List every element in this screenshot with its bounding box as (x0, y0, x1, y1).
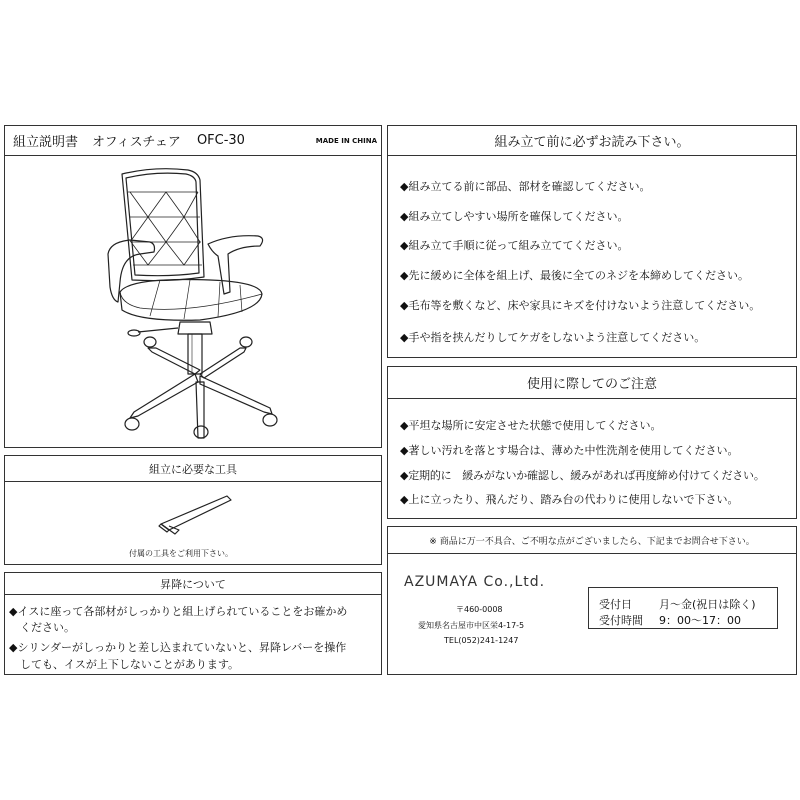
product-header (5, 126, 381, 156)
read-first-heading (388, 126, 796, 156)
model-number: OFC-30 (196, 133, 245, 148)
reception-hours-label: 受付時間 (599, 614, 643, 627)
contact-panel (387, 526, 797, 675)
lift-line: ◆シリンダーがしっかりと差し込まれていないと、昇降レバーを操作 (9, 641, 347, 654)
reception-hours-box (588, 587, 778, 629)
read-first-item: ◆組み立て手順に従って組み立ててください。 (400, 239, 629, 252)
tools-panel (4, 455, 382, 565)
usage-item: ◆定期的に 緩みがないか確認し、緩みがあれば再度締め付けてください。 (400, 469, 765, 482)
usage-panel (387, 366, 797, 519)
lift-line: ◆イスに座って各部材がしっかりと組上げられていることをお確かめ (9, 605, 348, 618)
read-first-item: ◆毛布等を敷くなど、床や家具にキズを付けないよう注意してください。 (400, 299, 761, 312)
lift-line: ください。 (9, 621, 75, 634)
postal-code: 〒460-0008 (456, 605, 503, 614)
lift-heading (5, 573, 381, 595)
usage-item: ◆上に立ったり、飛んだり、踏み台の代わりに使用しないで下さい。 (400, 493, 739, 506)
usage-item: ◆平坦な場所に安定させた状態で使用してください。 (400, 419, 662, 432)
origin-label: MADE IN CHINA (315, 136, 377, 145)
read-first-item: ◆先に緩めに全体を組上げ、最後に全てのネジを本締めしてください。 (400, 269, 750, 282)
reception-days-label: 受付日 (599, 598, 632, 611)
read-first-item: ◆組み立てしやすい場所を確保してください。 (400, 210, 629, 223)
reception-days-value: 月〜金(祝日は除く) (659, 598, 756, 611)
phone-number: TEL(052)241-1247 (444, 636, 519, 645)
contact-note (388, 527, 796, 554)
company-name: AZUMAYA Co.,Ltd. (404, 574, 546, 590)
read-first-heading-text: 組み立て前に必ずお読み下さい。 (494, 135, 690, 150)
read-first-item: ◆手や指を挟んだりしてケガをしないよう注意してください。 (400, 331, 706, 344)
lift-heading-text: 昇降について (160, 577, 226, 591)
usage-heading (388, 367, 796, 399)
office-chair-illustration (100, 162, 290, 442)
read-first-item: ◆組み立てる前に部品、部材を確認してください。 (400, 180, 651, 193)
tools-note: 付属の工具をご利用下さい。 (129, 549, 233, 558)
tools-heading (5, 456, 381, 482)
product-name: オフィスチェア (92, 135, 181, 150)
tools-heading-text: 組立に必要な工具 (149, 462, 237, 476)
reception-hours-value: 9：00〜17：00 (659, 614, 741, 627)
product-panel (4, 125, 382, 448)
contact-note-text: ※ 商品に万一不具合、ご不明な点がございましたら、下記までお問合せ下さい。 (429, 536, 755, 547)
hex-wrench-icon (155, 490, 235, 540)
usage-item: ◆著しい汚れを落とす場合は、薄めた中性洗剤を使用してください。 (400, 444, 739, 457)
lift-line: しても、イスが上下しないことがあります。 (9, 658, 240, 671)
usage-heading-text: 使用に際してのご注意 (526, 377, 657, 392)
manual-title: 組立説明書 (13, 135, 79, 150)
read-first-panel (387, 125, 797, 358)
lift-panel (4, 572, 382, 675)
address: 愛知県名古屋市中区栄4-17-5 (418, 621, 525, 630)
